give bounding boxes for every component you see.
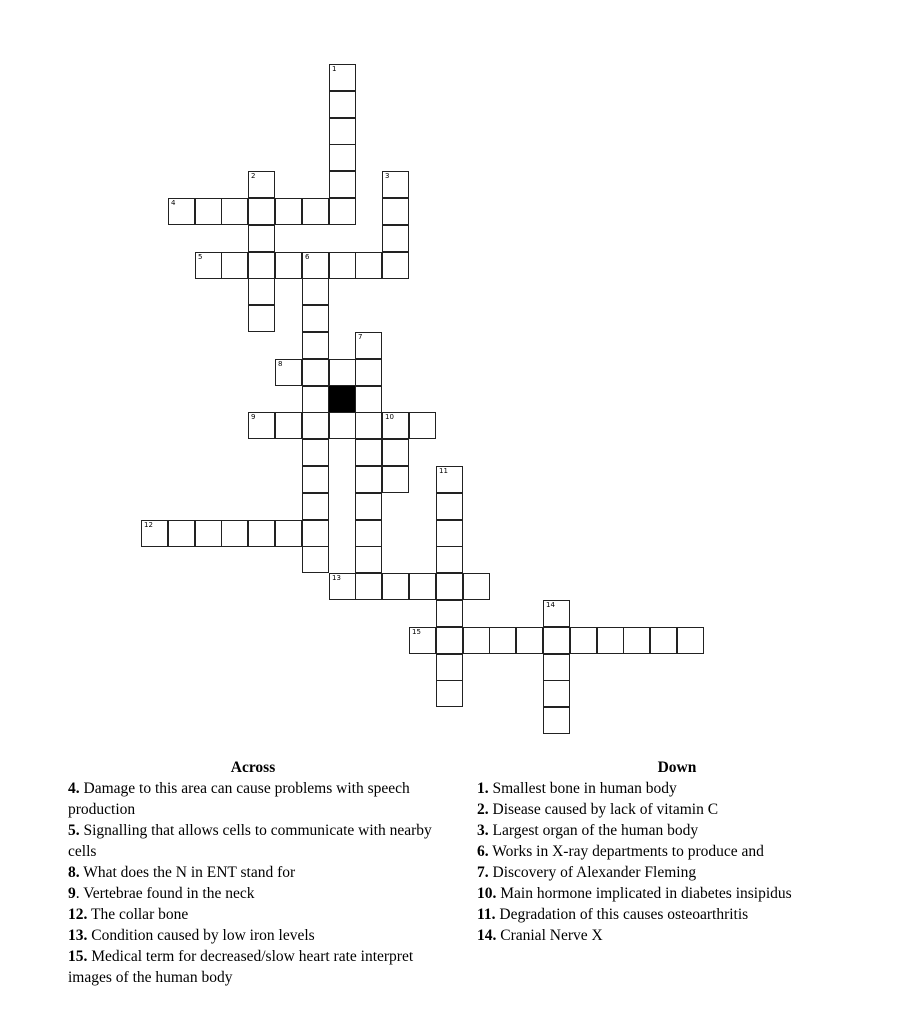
grid-cell[interactable] (275, 412, 302, 439)
clue-number: 11 (439, 467, 448, 475)
clue-number: 1 (332, 65, 337, 73)
grid-cell[interactable] (382, 225, 409, 252)
clue-number: 10 (385, 413, 394, 421)
across-clues (68, 757, 438, 988)
down-clue (477, 820, 877, 841)
grid-cell[interactable] (195, 520, 222, 547)
grid-cell[interactable] (329, 64, 356, 91)
clue-text: Largest organ of the human body (488, 822, 699, 839)
grid-cell[interactable] (382, 466, 409, 493)
grid-cell[interactable] (543, 600, 570, 627)
clue-text: Discovery of Alexander Fleming (488, 864, 697, 881)
grid-cell[interactable] (543, 707, 570, 734)
grid-cell[interactable] (382, 198, 409, 225)
clue-number: 2. (477, 801, 489, 818)
grid-cell[interactable] (302, 546, 329, 573)
grid-cell[interactable] (248, 252, 275, 279)
grid-cell[interactable] (355, 252, 382, 279)
clue-number: 7 (358, 333, 363, 341)
grid-cell[interactable] (248, 225, 275, 252)
clue-number: 12. (68, 906, 88, 923)
clue-text: Main hormone implicated in diabetes insipidus (496, 885, 792, 902)
grid-cell[interactable] (141, 520, 168, 547)
across-clue (68, 925, 438, 946)
grid-cell[interactable] (463, 627, 490, 654)
grid-cell[interactable] (329, 118, 356, 145)
grid-cell[interactable] (275, 520, 302, 547)
grid-cell[interactable] (248, 520, 275, 547)
grid-cell[interactable] (275, 252, 302, 279)
grid-cell[interactable] (382, 252, 409, 279)
clue-number: 10. (477, 885, 497, 902)
clue-number: 13 (332, 574, 341, 582)
grid-cell[interactable] (355, 520, 382, 547)
grid-cell[interactable] (382, 171, 409, 198)
clue-text: Signalling that allows cells to communicate with nearby cells (68, 822, 432, 860)
grid-cell[interactable] (543, 680, 570, 707)
grid-cell[interactable] (329, 91, 356, 118)
clue-number: 14 (546, 601, 555, 609)
clue-number: 3. (477, 822, 489, 839)
grid-cell[interactable] (302, 278, 329, 305)
clue-text: Works in X-ray departments to produce and (488, 843, 764, 860)
grid-cell[interactable] (302, 466, 329, 493)
clue-number: 15. (68, 948, 88, 965)
grid-cell[interactable] (248, 171, 275, 198)
grid-cell[interactable] (329, 359, 356, 386)
grid-cell[interactable] (302, 252, 329, 279)
grid-cell[interactable] (436, 466, 463, 493)
across-clue (68, 883, 438, 904)
across-clue (68, 862, 438, 883)
grid-cell[interactable] (436, 654, 463, 681)
across-heading: Across (230, 759, 276, 776)
grid-cell[interactable] (302, 359, 329, 386)
clue-text: Degradation of this causes osteoarthritis (495, 906, 749, 923)
clue-number: 6. (477, 843, 489, 860)
down-clue (477, 925, 877, 946)
grid-cell[interactable] (355, 386, 382, 413)
clue-number: 13. (68, 927, 88, 944)
grid-cell[interactable] (382, 439, 409, 466)
grid-cell[interactable] (329, 144, 356, 171)
down-heading: Down (657, 759, 697, 776)
grid-cell[interactable] (329, 252, 356, 279)
grid-cell[interactable] (543, 654, 570, 681)
across-clue (68, 946, 438, 988)
clue-number: 11. (477, 906, 496, 923)
grid-cell[interactable] (597, 627, 624, 654)
grid-cell[interactable] (355, 332, 382, 359)
down-clue-list (477, 778, 877, 946)
grid-cell[interactable] (436, 627, 463, 654)
grid-cell[interactable] (302, 305, 329, 332)
down-clue (477, 778, 877, 799)
grid-cell[interactable] (248, 198, 275, 225)
grid-cell[interactable] (463, 573, 490, 600)
down-clue (477, 799, 877, 820)
clue-number: 9 (251, 413, 256, 421)
grid-cell[interactable] (221, 520, 248, 547)
clue-number: 14. (477, 927, 497, 944)
grid-cell[interactable] (436, 600, 463, 627)
grid-cell[interactable] (221, 252, 248, 279)
clue-text: Medical term for decreased/slow heart rate interpret images of the human body (68, 948, 414, 986)
grid-cell[interactable] (623, 627, 650, 654)
clue-number: 6 (305, 253, 310, 261)
grid-cell[interactable] (302, 493, 329, 520)
grid-cell[interactable] (436, 573, 463, 600)
down-clue (477, 841, 877, 862)
grid-cell[interactable] (168, 198, 195, 225)
clue-number: 4. (68, 780, 80, 797)
clue-number: 9 (68, 885, 76, 902)
black-square (329, 386, 356, 413)
grid-cell[interactable] (436, 493, 463, 520)
grid-cell[interactable] (355, 466, 382, 493)
grid-cell[interactable] (302, 198, 329, 225)
grid-cell[interactable] (248, 305, 275, 332)
grid-cell[interactable] (489, 627, 516, 654)
down-clues (477, 757, 877, 946)
grid-cell[interactable] (275, 198, 302, 225)
down-clue (477, 883, 877, 904)
clue-number: 15 (412, 628, 421, 636)
grid-cell[interactable] (329, 198, 356, 225)
grid-cell[interactable] (355, 412, 382, 439)
grid-cell[interactable] (436, 520, 463, 547)
clue-text: Condition caused by low iron levels (87, 927, 315, 944)
grid-cell[interactable] (677, 627, 704, 654)
grid-cell[interactable] (382, 573, 409, 600)
across-clue (68, 904, 438, 925)
grid-cell[interactable] (355, 493, 382, 520)
clue-text: . Vertebrae found in the neck (75, 885, 255, 902)
grid-cell[interactable] (409, 412, 436, 439)
grid-cell[interactable] (355, 359, 382, 386)
grid-cell[interactable] (436, 680, 463, 707)
grid-cell[interactable] (302, 386, 329, 413)
grid-cell[interactable] (302, 520, 329, 547)
clue-number: 2 (251, 172, 256, 180)
clue-number: 4 (171, 199, 176, 207)
grid-cell[interactable] (436, 546, 463, 573)
clue-text: The collar bone (87, 906, 189, 923)
grid-cell[interactable] (248, 278, 275, 305)
clue-text: Disease caused by lack of vitamin C (488, 801, 719, 818)
clue-number: 8 (278, 360, 283, 368)
clue-number: 1. (477, 780, 489, 797)
grid-cell[interactable] (409, 573, 436, 600)
grid-cell[interactable] (570, 627, 597, 654)
grid-cell[interactable] (355, 546, 382, 573)
grid-cell[interactable] (248, 412, 275, 439)
grid-cell[interactable] (409, 627, 436, 654)
across-clue (68, 778, 438, 820)
across-clue-list (68, 778, 438, 988)
clue-number: 5 (198, 253, 203, 261)
grid-cell[interactable] (355, 573, 382, 600)
grid-cell[interactable] (329, 171, 356, 198)
grid-cell[interactable] (221, 198, 248, 225)
grid-cell[interactable] (302, 332, 329, 359)
clue-text: Cranial Nerve X (496, 927, 603, 944)
clue-number: 3 (385, 172, 390, 180)
grid-cell[interactable] (302, 412, 329, 439)
grid-cell[interactable] (195, 252, 222, 279)
clue-number: 7. (477, 864, 489, 881)
grid-cell[interactable] (516, 627, 543, 654)
down-clue (477, 862, 877, 883)
down-clue (477, 904, 877, 925)
clue-number: 5. (68, 822, 80, 839)
clue-text: Smallest bone in human body (488, 780, 677, 797)
clue-text: What does the N in ENT stand for (79, 864, 296, 881)
grid-cell[interactable] (355, 439, 382, 466)
clue-text: Damage to this area can cause problems with speech production (68, 780, 410, 818)
grid-cell[interactable] (168, 520, 195, 547)
grid-cell[interactable] (275, 359, 302, 386)
grid-cell[interactable] (329, 412, 356, 439)
grid-cell[interactable] (543, 627, 570, 654)
across-clue (68, 820, 438, 862)
clue-number: 8. (68, 864, 80, 881)
grid-cell[interactable] (382, 412, 409, 439)
clue-number: 12 (144, 521, 153, 529)
grid-cell[interactable] (302, 439, 329, 466)
grid-cell[interactable] (329, 573, 356, 600)
grid-cell[interactable] (650, 627, 677, 654)
grid-cell[interactable] (195, 198, 222, 225)
